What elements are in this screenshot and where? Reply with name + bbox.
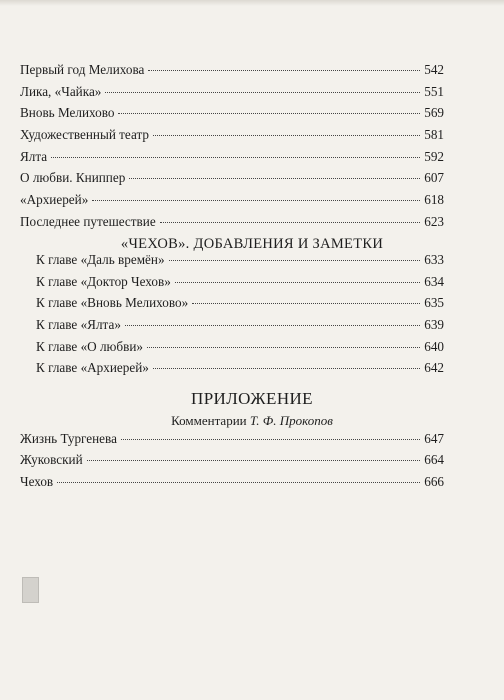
dot-leader [129, 178, 420, 179]
toc-entry-page: 664 [424, 452, 444, 468]
dot-leader [169, 260, 421, 261]
toc-row [20, 62, 444, 84]
toc-row [20, 127, 444, 149]
toc-row [20, 252, 444, 274]
toc-entry-title: Жуковский [20, 452, 83, 468]
toc-row [20, 274, 444, 296]
toc-entry-title: К главе «О любви» [36, 338, 143, 354]
toc-entry-title: Жизнь Тургенева [20, 431, 117, 446]
dot-leader [192, 303, 420, 304]
toc-entry-title: Чехов [20, 473, 54, 489]
toc-entry-page: 633 [424, 252, 444, 267]
toc-entry-page: 551 [424, 83, 444, 99]
toc-entry-title: Художественный театр [20, 127, 149, 143]
dot-leader [121, 439, 420, 440]
toc-entry-page: 592 [424, 148, 444, 164]
section-heading-chekhov: «ЧЕХОВ». ДОБАВЛЕНИЯ И ЗАМЕТКИ [120, 236, 384, 252]
toc-section-main [20, 62, 444, 236]
toc-entry-title: К главе «Доктор Чехов» [36, 273, 171, 289]
toc-entry-title: «Архиерей» [20, 192, 89, 208]
toc-row [20, 317, 444, 339]
dot-leader [153, 368, 420, 369]
toc-entry-title: Вновь Мелихово [20, 105, 115, 121]
toc-row [20, 452, 444, 473]
toc-entry-page: 640 [424, 338, 444, 354]
section-heading-appendix: ПРИЛОЖЕНИЕ [191, 389, 313, 408]
toc-row [20, 431, 444, 452]
commentary-label: Комментарии [171, 413, 247, 428]
toc-entry-title: К главе «Архиерей» [36, 360, 149, 376]
toc-entry-page: 647 [424, 431, 444, 446]
dot-leader [105, 92, 420, 93]
toc-section-chekhov-additions [20, 252, 444, 382]
toc-entry-title: К главе «Вновь Мелихово» [36, 295, 189, 311]
toc-row [20, 360, 444, 382]
toc-row [20, 170, 444, 192]
toc-entry-page: 607 [424, 170, 444, 186]
page-top-shadow [0, 0, 504, 6]
dot-leader [118, 113, 420, 114]
toc-row [20, 339, 444, 361]
dot-leader [175, 282, 420, 283]
toc-entry-page: 639 [424, 317, 444, 333]
toc-entry-title: Лика, «Чайка» [20, 83, 102, 99]
toc-row [20, 214, 444, 236]
toc-row [20, 105, 444, 127]
toc-entry-page: 623 [424, 213, 444, 229]
toc-entry-page: 569 [424, 105, 444, 121]
toc-entry-page: 618 [424, 192, 444, 208]
toc-entry-title: К главе «Даль времён» [36, 252, 165, 267]
commentary-author: Т. Ф. Прокопов [249, 413, 333, 428]
toc-section-appendix [20, 431, 444, 495]
commentary-credit [0, 413, 504, 429]
dot-leader [160, 222, 421, 223]
toc-entry-title: Первый год Мелихова [20, 62, 145, 77]
toc-entry-title: О любви. Книппер [20, 170, 126, 186]
toc-row [20, 474, 444, 495]
toc-entry-page: 666 [424, 473, 444, 489]
toc-row [20, 149, 444, 171]
dot-leader [153, 135, 420, 136]
toc-entry-page: 634 [424, 273, 444, 289]
dot-leader [51, 157, 420, 158]
toc-entry-page: 581 [424, 127, 444, 143]
toc-entry-title: Ялта [20, 148, 48, 164]
bleed-through-stamp [22, 577, 39, 603]
dot-leader [87, 460, 421, 461]
dot-leader [57, 482, 420, 483]
toc-row [20, 295, 444, 317]
dot-leader [92, 200, 420, 201]
toc-row [20, 192, 444, 214]
toc-entry-page: 642 [424, 360, 444, 376]
toc-entry-page: 542 [424, 62, 444, 77]
dot-leader [125, 325, 420, 326]
toc-row [20, 84, 444, 106]
toc-entry-title: К главе «Ялта» [36, 317, 121, 333]
dot-leader [147, 347, 420, 348]
dot-leader [148, 70, 420, 71]
toc-entry-page: 635 [424, 295, 444, 311]
toc-entry-title: Последнее путешествие [20, 213, 156, 229]
